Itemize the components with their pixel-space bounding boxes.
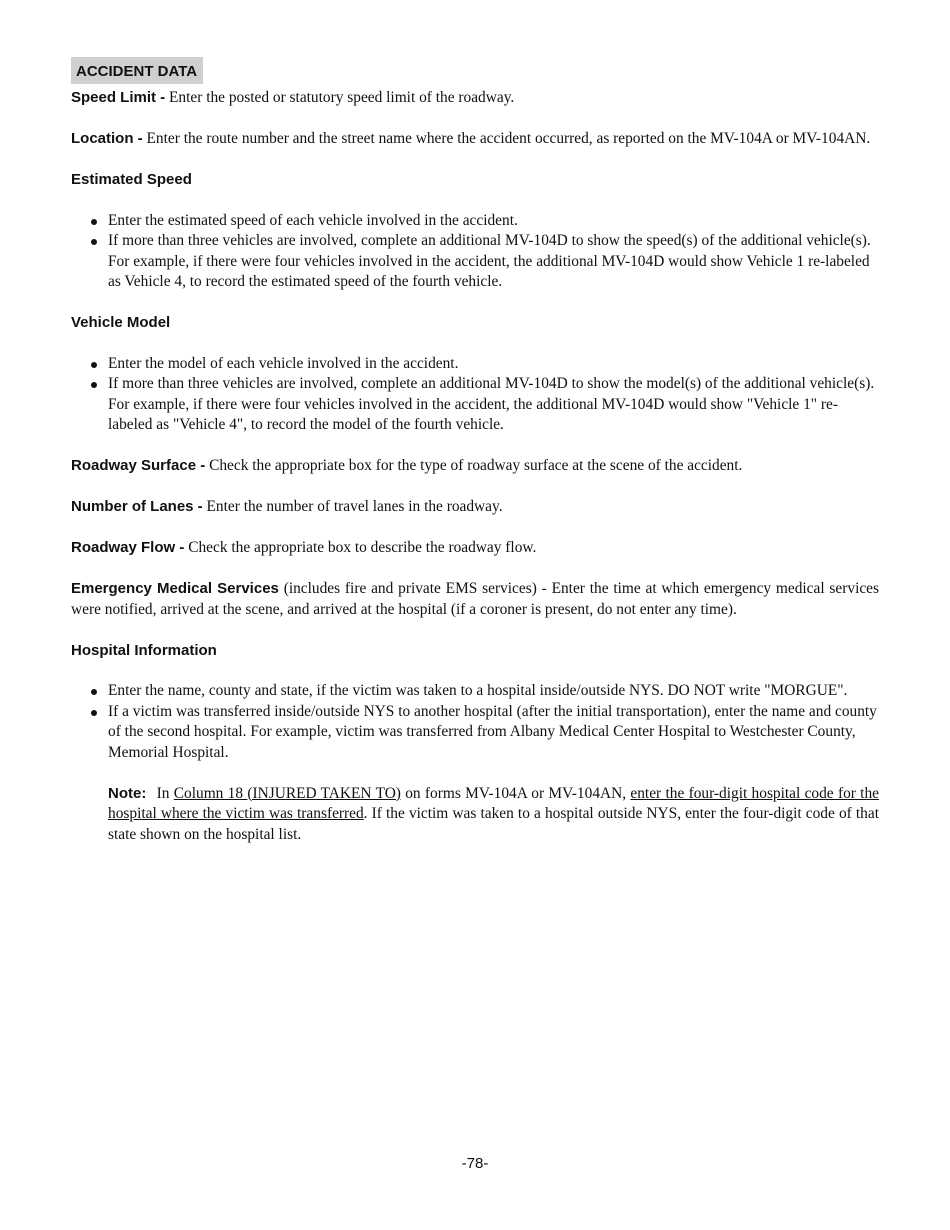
roadway-surface-label: Roadway Surface - bbox=[71, 457, 206, 474]
location-paragraph bbox=[71, 129, 879, 150]
section-title: ACCIDENT DATA bbox=[71, 57, 203, 84]
estimated-speed-heading: Estimated Speed bbox=[71, 171, 192, 188]
list-item: If a victim was transferred inside/outside NYS to another hospital (after the initial transportation), enter the name and county of the second hospital. For example, victim was transferred from Albany Medical Center Hospital to Westchester County, Memorial Hospital. bbox=[71, 702, 879, 764]
ems-label: Emergency Medical Services bbox=[71, 580, 279, 597]
location-label: Location - bbox=[71, 130, 143, 147]
list-item: Enter the estimated speed of each vehicle involved in the accident. bbox=[71, 211, 879, 232]
vehicle-model-heading: Vehicle Model bbox=[71, 314, 171, 331]
location-text: Enter the route number and the street name where the accident occurred, as reported on the MV-104A or MV-104AN. bbox=[142, 130, 871, 147]
note-label: Note: bbox=[108, 784, 147, 802]
note-mid: on forms MV-104A or MV-104AN, bbox=[400, 784, 631, 802]
speed-limit-label: Speed Limit - bbox=[71, 89, 166, 106]
roadway-flow-text: Check the appropriate box to describe the roadway flow. bbox=[184, 539, 537, 556]
note-instruction: enter the four-digit hospital code for the hospital where the victim was transferred bbox=[108, 784, 879, 822]
note-column-reference: Column 18 (INJURED TAKEN TO) bbox=[173, 784, 401, 802]
number-of-lanes-label: Number of Lanes - bbox=[71, 498, 203, 515]
roadway-surface-paragraph bbox=[71, 456, 879, 477]
speed-limit-paragraph bbox=[71, 88, 879, 109]
document-page bbox=[71, 57, 879, 845]
roadway-flow-paragraph bbox=[71, 538, 879, 559]
number-of-lanes-paragraph bbox=[71, 497, 879, 518]
estimated-speed-list bbox=[71, 211, 879, 293]
roadway-flow-label: Roadway Flow - bbox=[71, 539, 185, 556]
note-in: In bbox=[156, 784, 174, 802]
list-item: If more than three vehicles are involved, complete an additional MV-104D to show the speed(s) of the additional vehicle(s). For example, if there were four vehicles involved in the accident, the additional MV-104D would show Vehicle 1 re-labeled as Vehicle 4, to record the estimated speed of the fourth vehicle. bbox=[71, 231, 879, 293]
hospital-information-heading: Hospital Information bbox=[71, 641, 217, 659]
list-item: Enter the name, county and state, if the victim was taken to a hospital inside/outside NYS. DO NOT write "MORGUE". bbox=[71, 681, 879, 702]
hospital-note bbox=[71, 784, 879, 846]
ems-paragraph bbox=[71, 579, 879, 620]
vehicle-model-list bbox=[71, 354, 879, 436]
note-end: . If the victim was taken to a hospital outside NYS, enter the four-digit code of that state shown on the hospital list. bbox=[108, 805, 879, 843]
list-item: Enter the model of each vehicle involved in the accident. bbox=[71, 354, 879, 375]
number-of-lanes-text: Enter the number of travel lanes in the roadway. bbox=[202, 498, 503, 515]
list-item: If more than three vehicles are involved, complete an additional MV-104D to show the model(s) of the additional vehicle(s). For example, if there were four vehicles involved in the accident, the additional MV-104D would show "Vehicle 1" re-labeled as "Vehicle 4", to record the model of the fourth vehicle. bbox=[71, 374, 879, 436]
hospital-information-list bbox=[71, 681, 879, 763]
roadway-surface-text: Check the appropriate box for the type of roadway surface at the scene of the accident. bbox=[205, 457, 743, 474]
ems-text: (includes fire and private EMS services) - Enter the time at which emergency medical services were notified, arrived at the scene, and arrived at the hospital (if a coroner is present, do not enter any time). bbox=[71, 580, 879, 618]
page-number: -78- bbox=[461, 1155, 489, 1172]
speed-limit-text: Enter the posted or statutory speed limit of the roadway. bbox=[165, 89, 515, 106]
